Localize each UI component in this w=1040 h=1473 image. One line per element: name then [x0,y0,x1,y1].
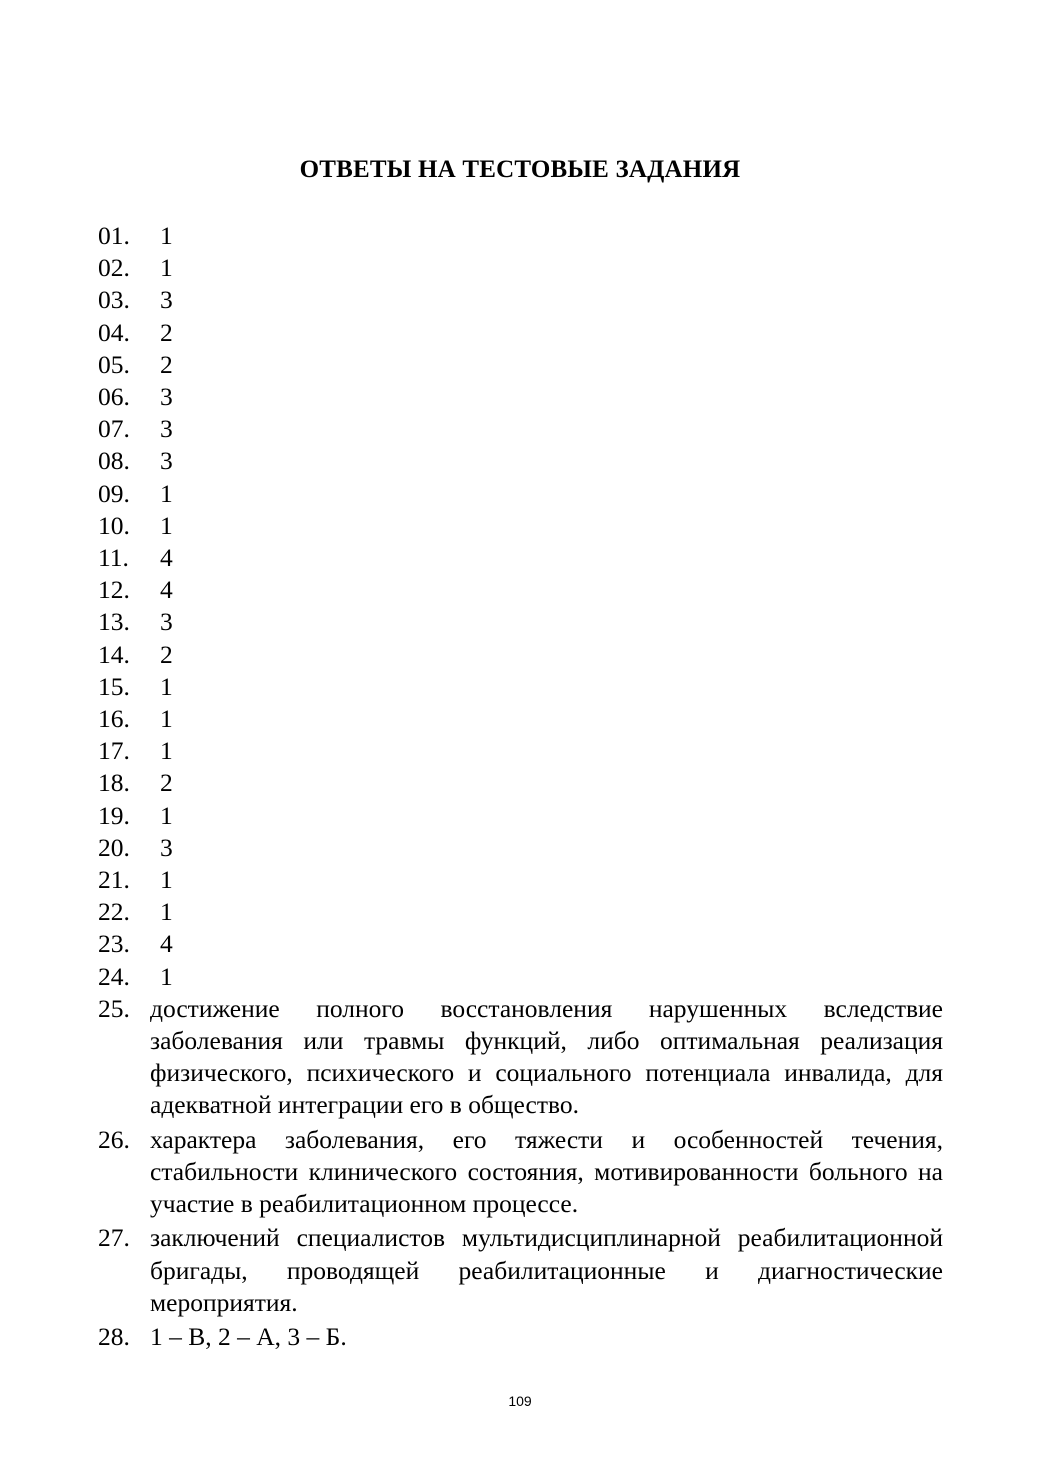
answer-text: 3 [160,607,173,637]
answer-number: 15. [98,671,130,701]
answer-number: 12. [98,575,130,605]
answer-item [98,1321,943,1353]
answer-number: 26. [98,1124,130,1154]
answer-item [98,413,943,445]
answer-item [98,349,943,381]
answer-text: 1 [160,704,173,734]
answer-text: 1 [160,961,173,991]
answer-number: 17. [98,736,130,766]
answer-item [98,574,943,606]
answer-number: 04. [98,317,130,347]
answer-text: 3 [160,285,173,315]
answer-number: 03. [98,285,130,315]
answer-item [98,606,943,638]
answer-text: 3 [160,832,173,862]
answer-number: 02. [98,253,130,283]
answer-text: 4 [160,575,173,605]
answer-text: 2 [160,349,173,379]
answer-number: 14. [98,639,130,669]
answer-text: 4 [160,929,173,959]
answer-text: 3 [160,414,173,444]
answer-number: 24. [98,961,130,991]
answer-number: 05. [98,349,130,379]
page-number: 109 [508,1393,532,1409]
answer-list [98,220,943,1353]
answer-item [98,1222,943,1319]
answer-item [98,542,943,574]
answer-text: заключений специалистов мультидисциплинарной реабилитационной бригады, проводящей реабилитационные и диагностические мероприятия. [150,1223,943,1317]
page-title: ОТВЕТЫ НА ТЕСТОВЫЕ ЗАДАНИЯ [299,156,741,183]
answer-item [98,896,943,928]
answer-number: 19. [98,800,130,830]
answer-text: 3 [160,382,173,412]
answer-number: 08. [98,446,130,476]
answer-item [98,252,943,284]
answer-text: 1 [160,671,173,701]
answer-number: 22. [98,897,130,927]
answer-item [98,864,943,896]
answer-number: 16. [98,704,130,734]
answer-number: 21. [98,865,130,895]
answer-item [98,478,943,510]
answer-text: 1 [160,800,173,830]
answer-text: 4 [160,543,173,573]
answer-number: 10. [98,510,130,540]
answer-number: 11. [98,543,129,573]
answer-text: 1 [160,510,173,540]
answer-item [98,284,943,316]
answer-item [98,767,943,799]
answer-item [98,928,943,960]
answer-text: 3 [160,446,173,476]
answer-number: 18. [98,768,130,798]
answer-item [98,671,943,703]
answer-item [98,832,943,864]
answer-item [98,381,943,413]
answer-text: 1 [160,865,173,895]
answer-text: 1 – В, 2 – А, 3 – Б. [150,1321,347,1351]
answer-item [98,735,943,767]
answer-item [98,800,943,832]
answer-number: 01. [98,221,130,250]
answer-item [98,993,943,1122]
answer-text: 2 [160,317,173,347]
answer-text: 2 [160,639,173,669]
answer-text: достижение полного восстановления нарушенных вследствие заболевания или травмы функций, либо оптимальная реализация физического, психического и социального потенциала инвалида, для адекватной интеграции его в общество. [150,993,943,1120]
answer-number: 13. [98,607,130,637]
answer-number: 20. [98,832,130,862]
answer-item [98,1124,943,1221]
answer-text: 1 [160,478,173,508]
answer-number: 23. [98,929,130,959]
answer-number: 09. [98,478,130,508]
answer-text: 1 [160,736,173,766]
answer-number: 07. [98,414,130,444]
answer-text: характера заболевания, его тяжести и особенностей течения, стабильности клинического состояния, мотивированности больного на участие в реабилитационном процессе. [150,1124,943,1219]
answer-number: 25. [98,993,130,1023]
answer-item [98,220,943,252]
answer-text: 2 [160,768,173,798]
answer-text: 1 [160,253,173,283]
answer-item [98,703,943,735]
answer-number: 06. [98,382,130,412]
answer-number: 27. [98,1223,130,1253]
answer-item [98,510,943,542]
answer-item [98,639,943,671]
answer-number: 28. [98,1321,130,1351]
answer-item [98,317,943,349]
answer-text: 1 [160,897,173,927]
answer-item [98,445,943,477]
answer-text: 1 [160,221,173,250]
answer-item [98,961,943,993]
